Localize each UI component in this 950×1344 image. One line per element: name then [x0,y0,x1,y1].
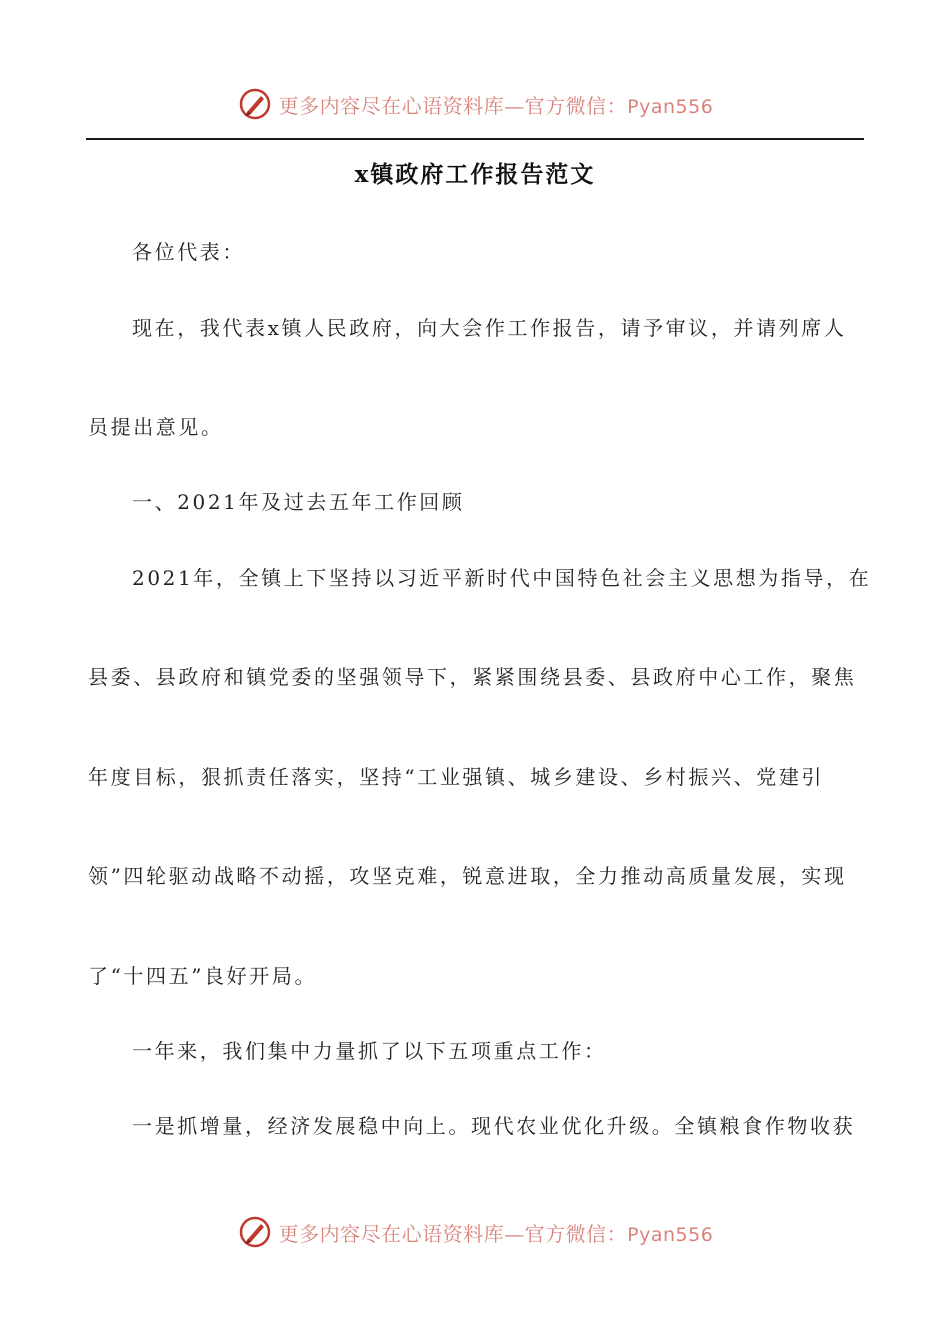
paragraph-line: 员提出意见。 [88,415,224,439]
paragraph-line: 一是抓增量，经济发展稳中向上。现代农业优化升级。全镇粮食作物收获 [132,1114,856,1138]
pen-logo-icon [237,86,273,122]
paragraph-line: 领”四轮驱动战略不动摇，攻坚克难，锐意进取，全力推动高质量发展，实现 [88,864,847,888]
header-divider [86,138,864,140]
footer-banner [0,1212,950,1252]
pen-logo-icon [237,1214,273,1250]
salutation: 各位代表： [132,240,245,264]
paragraph-line: 年度目标，狠抓责任落实，坚持“工业强镇、城乡建设、乡村振兴、党建引 [88,765,825,789]
header-banner [0,84,950,124]
section-heading: 一、2021年及过去五年工作回顾 [132,490,465,514]
paragraph-line: 县委、县政府和镇党委的坚强领导下，紧紧围绕县委、县政府中心工作，聚焦 [88,665,857,689]
wechat-account: Pyan556 [627,1223,714,1246]
paragraph-line: 一年来，我们集中力量抓了以下五项重点工作： [132,1039,607,1063]
banner-text: 更多内容尽在心语资料库—官方微信：Pyan556 [278,1221,714,1246]
paragraph-line: 了“十四五”良好开局。 [88,964,318,988]
banner-text: 更多内容尽在心语资料库—官方微信：Pyan556 [278,93,714,118]
paragraph-line: 现在，我代表x镇人民政府，向大会作工作报告，请予审议，并请列席人 [132,316,847,340]
wechat-account: Pyan556 [627,95,714,118]
document-title: x镇政府工作报告范文 [354,161,596,188]
paragraph-line: 2021年，全镇上下坚持以习近平新时代中国特色社会主义思想为指导，在 [132,566,872,590]
